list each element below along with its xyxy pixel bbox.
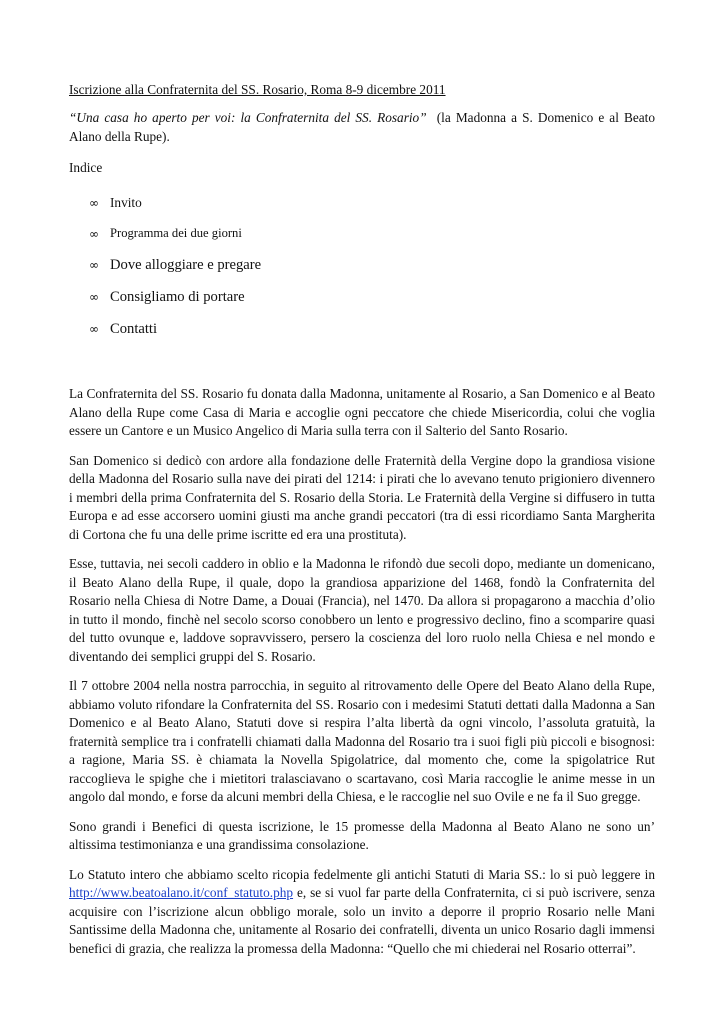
statute-link[interactable]: http://www.beatoalano.it/conf_statuto.php	[69, 885, 294, 900]
body-paragraph: La Confraternita del SS. Rosario fu donata dalla Madonna, unitamente al Rosario, a San Domenico e al Beato Alano della Rupe come Casa di Maria e accoglie ogni peccatore che chiede Misericordia, colui che voglia essere un Cantore e un Musico Angelico di Maria sulla terra con il Salterio del Santo Rosario.	[69, 386, 655, 438]
statute-text-after-link: e, se si vuol far parte della Confraternita, ci si può iscrivere, senza acquisire con l’iscrizione alcun obbligo morale, solo un invito a deporre il proprio Rosario nelle Mani Santissime della Madonna che, unitamente al Rosario dei confratelli, diventa un unico Rosario dagli immensi benefici di grazia, che realizza la promessa della Madonna: “Quello che mi chiederai nel Rosario otterrai”.	[69, 885, 655, 956]
index-item[interactable]	[69, 281, 655, 313]
index-heading: Indice	[69, 160, 103, 175]
infinity-bullet-icon: ∞	[89, 322, 99, 336]
infinity-bullet-icon: ∞	[89, 195, 99, 210]
index-item[interactable]	[69, 249, 655, 281]
quote-attribution: (la Madonna a S. Domenico e al Beato Alano della Rupe).	[69, 110, 655, 144]
infinity-bullet-icon: ∞	[89, 290, 99, 304]
opening-quote: “Una casa ho aperto per voi: la Confraternita del SS. Rosario”	[69, 110, 427, 125]
infinity-bullet-icon: ∞	[89, 226, 99, 241]
body-paragraph: Il 7 ottobre 2004 nella nostra parrocchia, in seguito al ritrovamento delle Opere del Beato Alano della Rupe, abbiamo voluto rifondare la Confraternita del SS. Rosario con i medesimi Statuti dettati dalla Madonna a San Domenico e al Beato Alano, Statuti dove si respira l’alta libertà da ogni vincolo, l’assoluta gratuità, la fraternità semplice tra i confratelli chiamati dalla Madonna del Rosario tra i suoi figli più piccoli e bisognosi: a ragione, Maria SS. è chiamata la Novella Spigolatrice, dal momento che, come la spigolatrice Rut raccoglieva le spighe che i mietitori tralasciavano o scartavano, così Maria raccoglie le anime messe in un angolo dal mondo, e forse da alcuni membri della Chiesa, e le raccoglie nel suo Ovile e ne fa il Suo gregge.	[69, 678, 655, 804]
index-item-label: Dove alloggiare e pregare	[110, 256, 262, 273]
index-item-label: Consigliamo di portare	[110, 288, 245, 305]
body-paragraph: San Domenico si dedicò con ardore alla fondazione delle Fraternità della Vergine dopo la grandiosa visione della Madonna del Rosario sulla nave dei pirati del 1214: i pirati che lo avevano tenuto prigioniero divennero i membri della prima Confraternita del S. Rosario della Storia. Le Fraternità della Vergine si diffusero in tutta Europa e ad esse accorsero uomini giusti ma anche grandi peccatori (tra di essi ricordiamo Santa Margherita di Cortona che fu una delle prime iscritte ed era una prostituta).	[69, 452, 655, 542]
opening-quote-paragraph	[69, 108, 655, 146]
infinity-bullet-icon: ∞	[89, 258, 99, 272]
index-item[interactable]	[69, 187, 655, 218]
document-body	[69, 80, 655, 969]
statute-paragraph	[69, 866, 655, 959]
document-title: Iscrizione alla Confraternita del SS. Rosario, Roma 8-9 dicembre 2011	[69, 82, 446, 97]
index-item-label: Invito	[110, 194, 142, 210]
index-item[interactable]	[69, 313, 655, 345]
body-paragraph: Esse, tuttavia, nei secoli caddero in oblio e la Madonna le rifondò due secoli dopo, mediante un domenicano, il Beato Alano della Rupe, il quale, dopo la grandiosa apparizione del 1468, fondò la Confraternita del Rosario nella Chiesa di Notre Dame, a Douai (Francia), nel 1470. Da allora si propagarono a macchia d’olio in tutto il mondo, finchè nel secolo scorso conobbero un lento e progressivo declino, fino a scomparire quasi del tutto ovunque e, laddove sopravvissero, persero la coscienza del loro ruolo nella Chiesa e nel mondo e diventando dei semplici gruppi del S. Rosario.	[69, 556, 655, 664]
index-item-label: Programma dei due giorni	[110, 226, 242, 240]
index-list	[69, 187, 655, 345]
body-paragraph: Sono grandi i Benefici di questa iscrizione, le 15 promesse della Madonna al Beato Alano ne sono un’ altissima testimonianza e una grandissima consolazione.	[69, 818, 655, 852]
statute-text-before-link: Lo Statuto intero che abbiamo scelto ricopia fedelmente gli antichi Statuti di Maria SS.: lo si può leggere in	[69, 866, 655, 882]
index-item[interactable]	[69, 218, 655, 249]
index-item-label: Contatti	[110, 320, 158, 337]
